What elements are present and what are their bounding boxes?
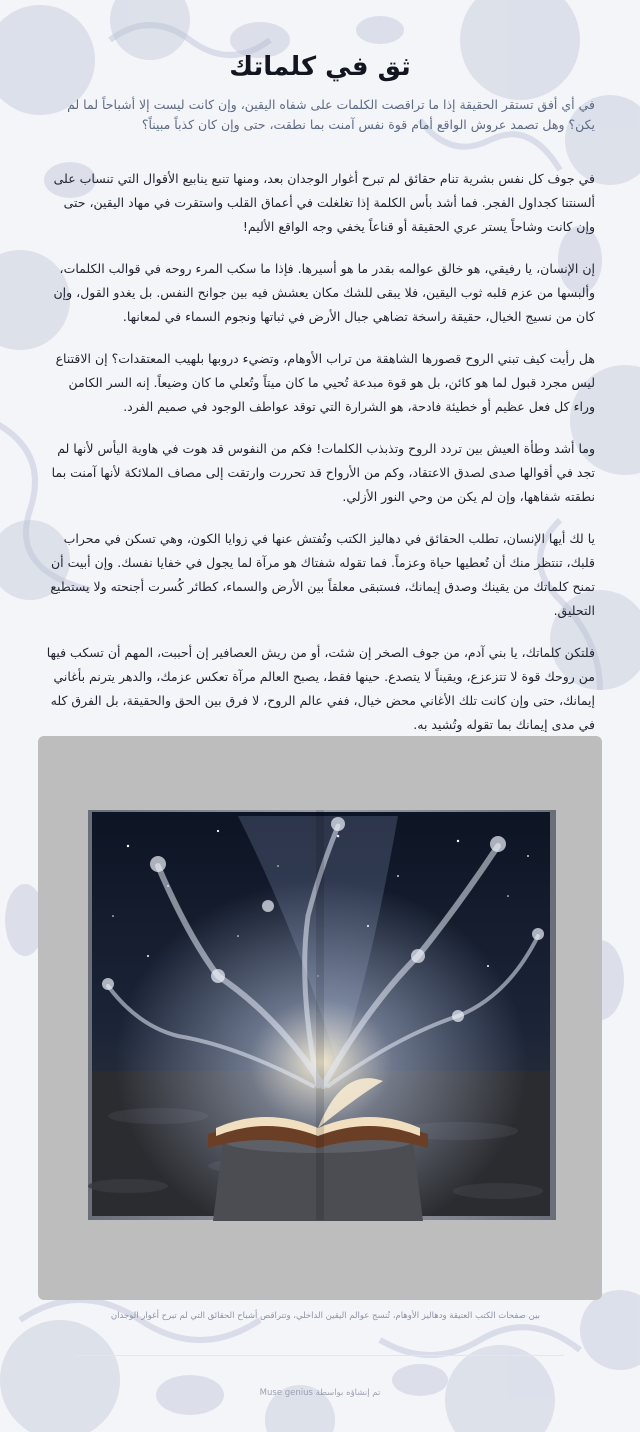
footer-divider bbox=[76, 1355, 564, 1356]
image-caption: بين صفحات الكتب العتيقة ودهاليز الأوهام، تُنسج عوالم اليقين الداخلي، وتتراقص أشباح الحقائق التي لم تبرح أغوار الوجدان bbox=[110, 1311, 540, 1321]
paragraph: يا لك أيها الإنسان، تطلب الحقائق في دهاليز الكتب وتُفتش عنها في زوايا الكون، وهي تسكن في محراب قلبك، تنتظر منك أن تُعطيها حياة وعزماً. فما تقوله شفتاك هو مرآة لما يجول في خفايا نفسك. وإن أبيت أن تمنح كلماتك من يقينك وصدق إيمانك، فستبقى معلقاً بين الأرض والسماء، كطائر كُسرت أجنحته ولا يستطيع التحليق. bbox=[50, 531, 595, 618]
article-subtitle: في أي أفق تستقر الحقيقة إذا ما تراقصت الكلمات على شفاه اليقين، وإن كانت ليست إلا أشباحاً لما لم يكن؟ وهل تصمد عروش الواقع أمام قوة نفس آمنت بما نطقت، حتى وإن كان كذباً مبيناً؟ bbox=[67, 97, 595, 132]
paragraph: في جوف كل نفس بشرية تنام حقائق لم تبرح أغوار الوجدان بعد، ومنها تنبع ينابيع الأقوال التي تنساب على ألسنتنا كجداول الفجر. فما أشد بأس الكلمة إذا تغلغلت في أعماق القلب واستقرت في مهاد اليقين، حتى وإن كانت وشاحاً يستر عري الحقيقة أو قناعاً يخفي وجه الواقع الأليم! bbox=[53, 171, 595, 234]
article-image bbox=[38, 736, 602, 1300]
footer-credit: تم إنشاؤه بواسطة Muse genius bbox=[259, 1388, 381, 1398]
paragraph: إن الإنسان، يا رفيقي، هو خالق عوالمه بقدر ما هو أسيرها. فإذا ما سكب المرء روحه في قوالب الكلمات، وألبسها من عزم قلبه ثوب اليقين، فلا يبقى للشك مكان يعشش فيه بين جوانح النفس. بل يغدو القول، وإن كان من نسيج الخيال، حقيقة راسخة تضاهي جبال الأرض في ثباتها ونجوم السماء في لمعانها. bbox=[53, 261, 595, 324]
paragraph: هل رأيت كيف تبني الروح قصورها الشاهقة من تراب الأوهام، وتضيء دروبها بلهيب المعتقدات؟ إن الاقتناع ليس مجرد قبول لما هو كائن، بل هو قوة مبدعة تُحيي ما كان ميتاً وتُعلي ما كان وضيعاً. إنه السر الكامن وراء كل فعل عظيم أو خطيئة فادحة، هو الشرارة التي توقد عواطف الوجود في صميم الفرد. bbox=[55, 351, 595, 414]
article-body bbox=[45, 167, 595, 755]
open-book-illustration bbox=[38, 736, 602, 1300]
page-title: ثق في كلماتك bbox=[229, 52, 411, 82]
paragraph: وما أشد وطأة العيش بين تردد الروح وتذبذب الكلمات! فكم من النفوس قد هوت في هاوية اليأس لأنها لم تجد في أقوالها صدى لصدق الاعتقاد، وكم من الأرواح قد تحررت وارتقت إلى مصاف الملائكة لأنها آمنت بما نطقته شفاهها، وإن لم يكن من وحي النور الأزلي. bbox=[51, 441, 595, 504]
paragraph: فلتكن كلماتك، يا بني آدم، من جوف الصخر إن شئت، أو من ريش العصافير إن أحببت، المهم أن تسكب فيها من روحك قوة لا تتزعزع، ويقيناً لا يتصدع. حينها فقط، يصبح العالم مرآة تعكس عزمك، والدهر يترنم بأغاني إيمانك، حتى وإن كانت تلك الأغاني محض خيال، ففي عالم الروح، لا فرق بين الحق والحقيقة، بل الفرق كله في مدى إيمانك بما تقوله وتُشيد به. bbox=[46, 645, 595, 732]
